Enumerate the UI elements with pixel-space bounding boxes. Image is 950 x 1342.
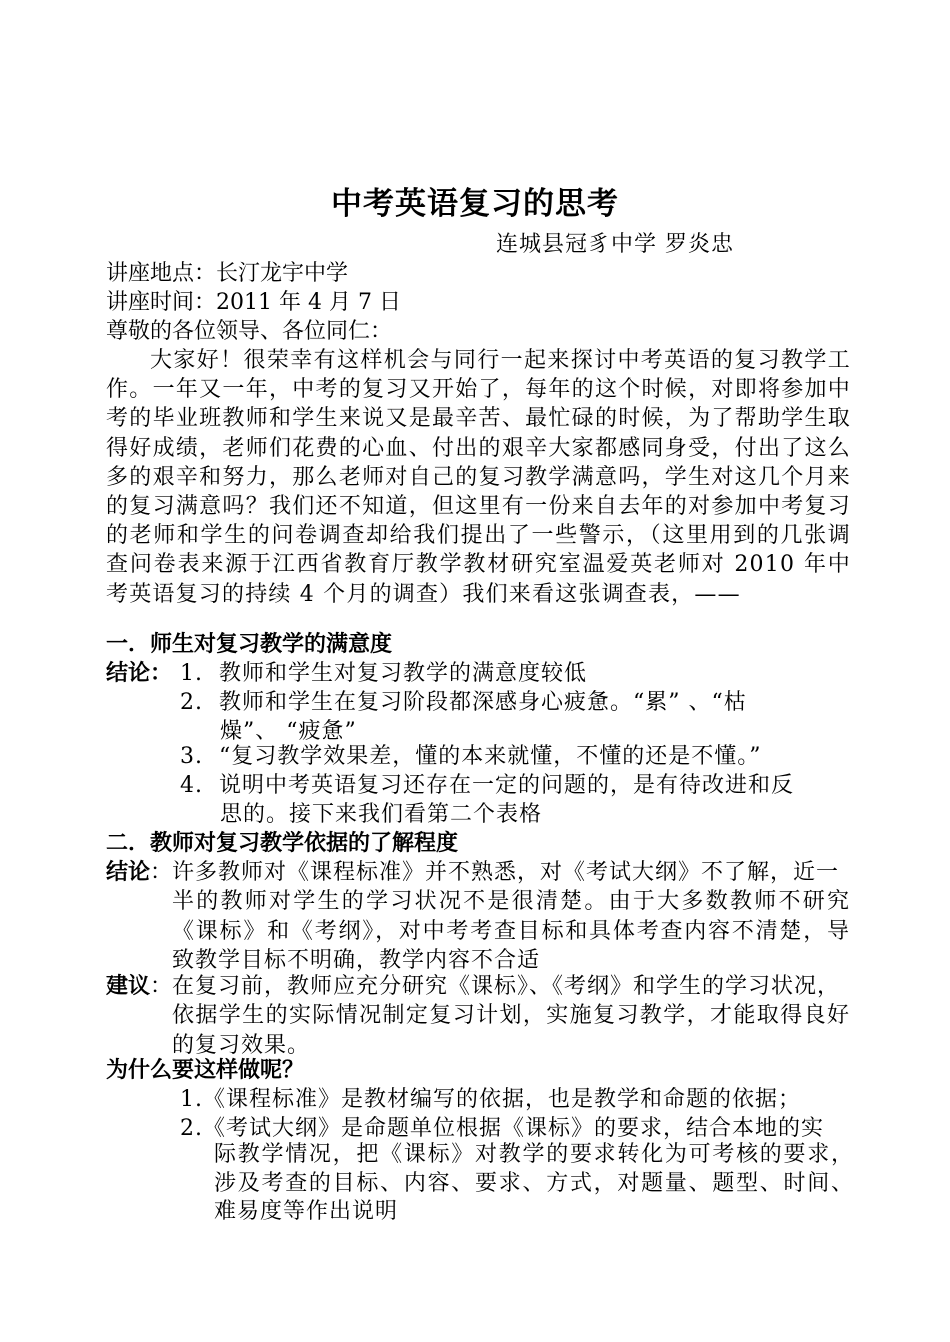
section-1-conclusion-label: 结论： [106, 660, 173, 686]
section-1-item-1: 1. 教师和学生对复习教学的满意度较低 [180, 661, 588, 686]
lecture-location: 讲座地点：长汀龙宇中学 [106, 261, 349, 286]
section-1-item-2: 2. 教师和学生在复习阶段都深感身心疲惫。“累” 、“枯 [180, 690, 747, 715]
salutation: 尊敬的各位领导、各位同仁： [106, 319, 393, 344]
section-1-item-4: 4. 说明中考英语复习还存在一定的问题的，是有待改进和反 [180, 773, 795, 798]
section-1-item-4-cont: 思的。接下来我们看第二个表格 [220, 802, 543, 827]
why-item-2: 2.《考试大纲》是命题单位根据《课标》的要求，结合本地的实 [180, 1116, 825, 1141]
lecture-time: 讲座时间：2011 年 4 月 7 日 [106, 290, 401, 315]
section-2-conclusion-first-line: 许多教师对《课程标准》并不熟悉，对《考试大纲》不了解，近一 [172, 860, 840, 885]
why-heading: 为什么要这样做呢？ [106, 1057, 305, 1083]
section-1-heading: 一．师生对复习教学的满意度 [106, 631, 393, 657]
section-1-item-3: 3. “复习教学效果差，懂的本来就懂，不懂的还是不懂。” [180, 744, 762, 769]
section-2-suggestion-label: 建议： [106, 973, 173, 999]
why-item-1: 1.《课程标准》是教材编写的依据，也是教学和命题的依据； [180, 1087, 802, 1112]
why-item-2-cont: 际教学情况，把《课标》对教学的要求转化为可考核的要求，涉及考查的目标、内容、要求、方式，对题量、题型、时间、难易度等作出说明 [214, 1142, 854, 1224]
section-2-conclusion-label: 结论： [106, 859, 173, 885]
section-2-suggestion-rest: 依据学生的实际情况制定复习计划，实施复习教学，才能取得良好的复习效果。 [172, 1003, 850, 1058]
section-1-item-2-cont: 燥”、 “疲惫” [220, 719, 357, 744]
section-2-heading: 二．教师对复习教学依据的了解程度 [106, 830, 459, 856]
section-2-suggestion-first-line: 在复习前，教师应充分研究《课标》、《考纲》和学生的学习状况， [172, 974, 841, 999]
author-line: 连城县冠豸中学 罗炎忠 [496, 232, 734, 257]
document-title: 中考英语复习的思考 [331, 186, 619, 222]
intro-paragraph: 大家好！很荣幸有这样机会与同行一起来探讨中考英语的复习教学工作。一年又一年，中考的复习又开始了，每年的这个时候，对即将参加中考的毕业班教师和学生来说又是最辛苦、最忙碌的时候，为了帮助学生取得好成绩，老师们花费的心血、付出的艰辛大家都感同身受，付出了这么多的艰辛和努力，那么老师对自己的复习教学满意吗，学生对这几个月来的复习满意吗？我们还不知道，但这里有一份来自去年的对参加中考复习的老师和学生的问卷调查却给我们提出了一些警示，（这里用到的几张调查问卷表来源于江西省教育厅教学教材研究室温爱英老师对 2010 年中考英语复习的持续 4 个月的调查）我们来看这张调查表，—— [106, 348, 851, 607]
section-2-conclusion-rest: 半的教师对学生的学习状况不是很清楚。由于大多数教师不研究《课标》和《考纲》，对中考考查目标和具体考查内容不清楚，导致教学目标不明确，教学内容不合适 [172, 889, 850, 973]
